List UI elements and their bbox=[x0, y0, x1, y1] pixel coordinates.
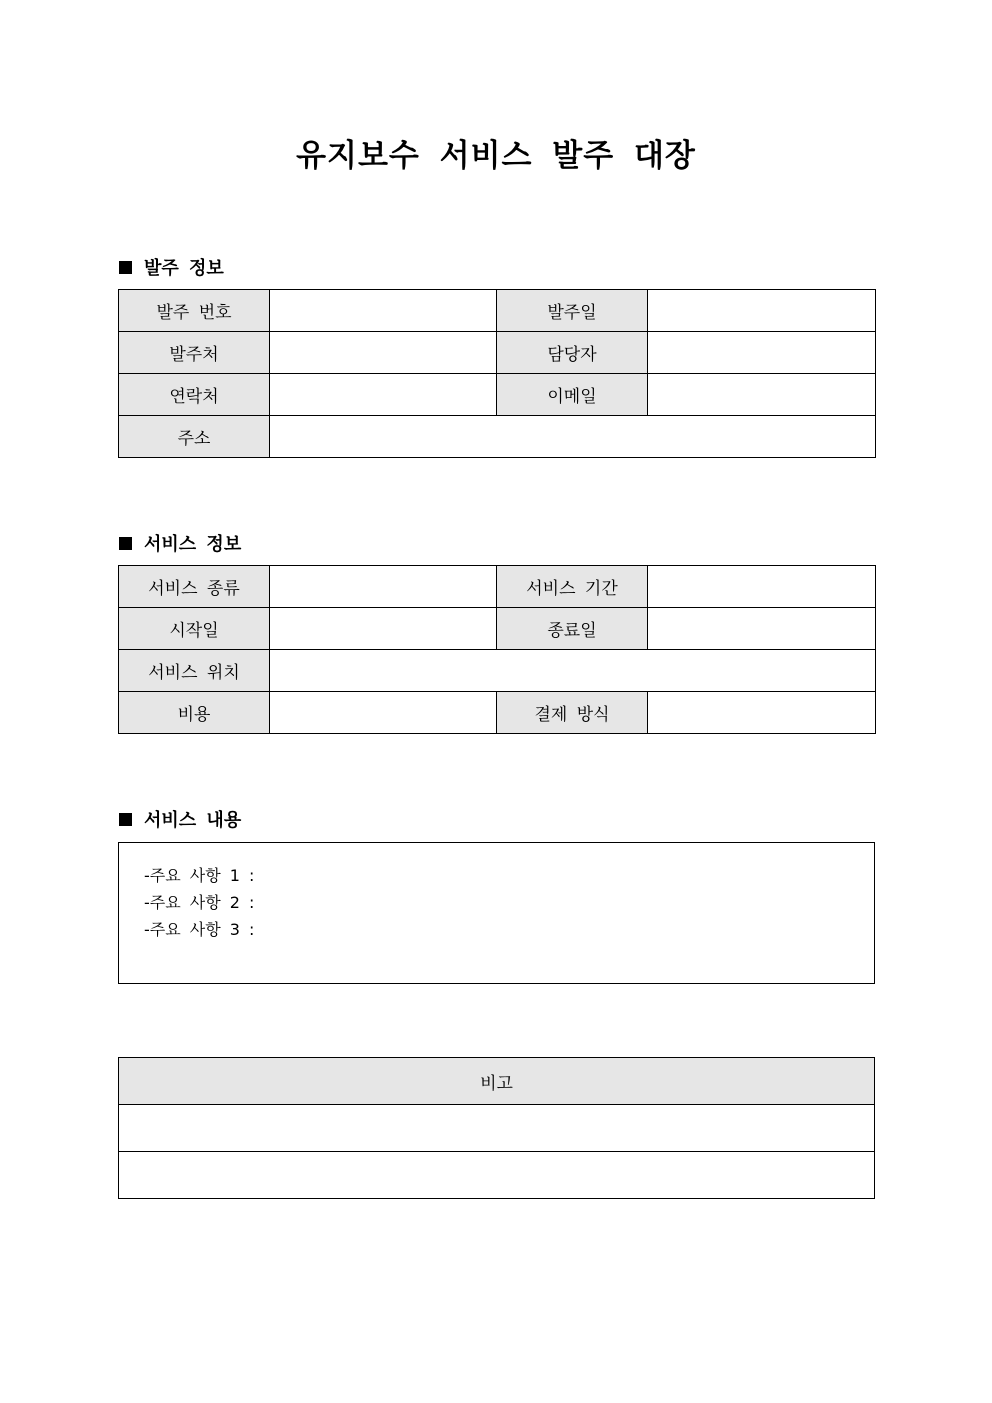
order-number-label: 발주 번호 bbox=[119, 290, 270, 332]
order-number-field[interactable] bbox=[270, 290, 497, 332]
payment-method-label: 결제 방식 bbox=[497, 692, 648, 734]
order-info-table bbox=[118, 289, 876, 458]
remarks-field-2[interactable] bbox=[119, 1152, 875, 1199]
order-info-heading-text: 발주 정보 bbox=[144, 258, 224, 279]
order-date-field[interactable] bbox=[648, 290, 876, 332]
table-row bbox=[119, 1152, 875, 1199]
content-line-1: -주요 사항 1 : bbox=[144, 866, 255, 885]
remarks-table bbox=[118, 1057, 875, 1199]
client-label: 발주처 bbox=[119, 332, 270, 374]
content-line-3: -주요 사항 3 : bbox=[144, 920, 255, 939]
service-location-label: 서비스 위치 bbox=[119, 650, 270, 692]
contact-field[interactable] bbox=[270, 374, 497, 416]
service-location-field[interactable] bbox=[270, 650, 876, 692]
service-info-heading bbox=[119, 530, 241, 556]
end-date-field[interactable] bbox=[648, 608, 876, 650]
table-row bbox=[119, 692, 876, 734]
order-date-label: 발주일 bbox=[497, 290, 648, 332]
address-label: 주소 bbox=[119, 416, 270, 458]
contact-label: 연락처 bbox=[119, 374, 270, 416]
start-date-field[interactable] bbox=[270, 608, 497, 650]
service-period-label: 서비스 기간 bbox=[497, 566, 648, 608]
table-row bbox=[119, 374, 876, 416]
table-row bbox=[119, 332, 876, 374]
square-bullet-icon bbox=[119, 537, 132, 550]
start-date-label: 시작일 bbox=[119, 608, 270, 650]
client-field[interactable] bbox=[270, 332, 497, 374]
payment-method-field[interactable] bbox=[648, 692, 876, 734]
table-row bbox=[119, 608, 876, 650]
order-info-heading bbox=[119, 254, 224, 280]
service-content-heading bbox=[119, 806, 241, 832]
square-bullet-icon bbox=[119, 261, 132, 274]
cost-field[interactable] bbox=[270, 692, 497, 734]
service-content-box[interactable] bbox=[118, 842, 875, 984]
square-bullet-icon bbox=[119, 813, 132, 826]
table-row bbox=[119, 416, 876, 458]
table-row bbox=[119, 1105, 875, 1152]
remarks-field-1[interactable] bbox=[119, 1105, 875, 1152]
service-content-heading-text: 서비스 내용 bbox=[144, 810, 242, 831]
email-label: 이메일 bbox=[497, 374, 648, 416]
table-row bbox=[119, 290, 876, 332]
table-row bbox=[119, 650, 876, 692]
table-row bbox=[119, 566, 876, 608]
manager-label: 담당자 bbox=[497, 332, 648, 374]
content-line-2: -주요 사항 2 : bbox=[144, 893, 255, 912]
document-title: 유지보수 서비스 발주 대장 bbox=[296, 138, 696, 174]
cost-label: 비용 bbox=[119, 692, 270, 734]
service-info-table bbox=[118, 565, 876, 734]
service-type-field[interactable] bbox=[270, 566, 497, 608]
service-info-heading-text: 서비스 정보 bbox=[144, 534, 242, 555]
end-date-label: 종료일 bbox=[497, 608, 648, 650]
email-field[interactable] bbox=[648, 374, 876, 416]
table-row bbox=[119, 1058, 875, 1105]
service-period-field[interactable] bbox=[648, 566, 876, 608]
service-type-label: 서비스 종류 bbox=[119, 566, 270, 608]
remarks-label: 비고 bbox=[119, 1058, 875, 1105]
manager-field[interactable] bbox=[648, 332, 876, 374]
address-field[interactable] bbox=[270, 416, 876, 458]
